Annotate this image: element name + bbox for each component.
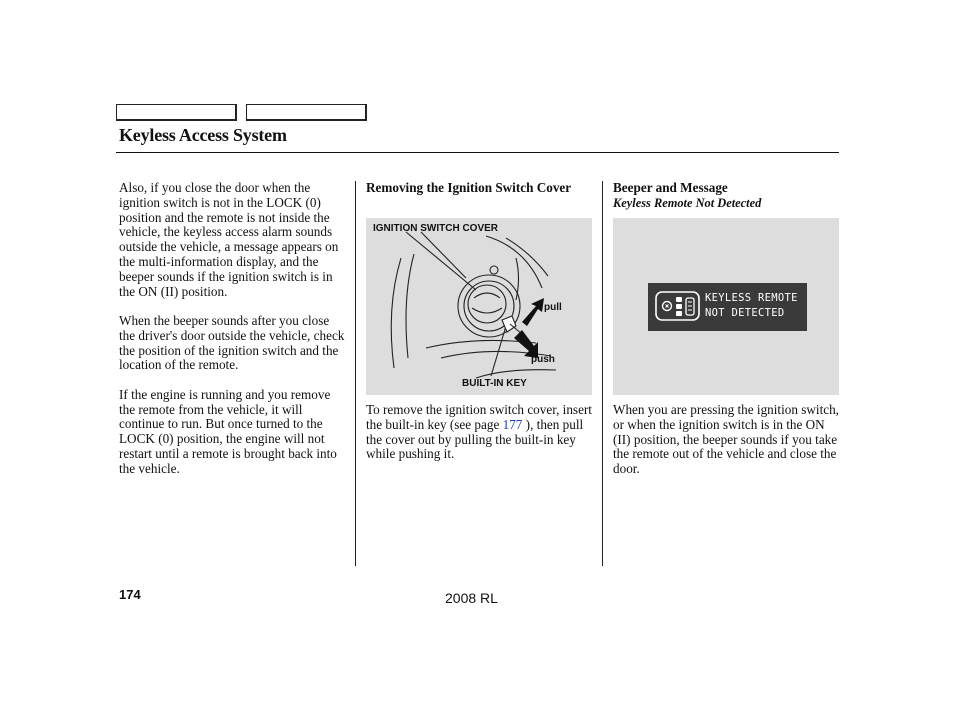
multi-information-display bbox=[648, 283, 807, 331]
column-divider-2 bbox=[602, 181, 603, 566]
paragraph: When the beeper sounds after you close the driver's door outside the vehicle, check the position of the ignition switch and the location of the remote. bbox=[119, 312, 345, 373]
display-message-illustration bbox=[613, 218, 839, 395]
title-divider bbox=[116, 152, 839, 153]
section-heading: Removing the Ignition Switch Cover bbox=[366, 180, 572, 195]
column-3-header bbox=[613, 181, 841, 211]
page-reference-link[interactable]: 177 bbox=[502, 416, 523, 432]
pull-label: pull bbox=[544, 302, 562, 313]
display-line-1: KEYLESS REMOTE bbox=[705, 292, 798, 304]
section-heading: Beeper and Message bbox=[613, 180, 728, 195]
built-in-key-label: BUILT-IN KEY bbox=[462, 378, 527, 389]
footer-model: 2008 RL bbox=[445, 590, 498, 606]
paragraph: If the engine is running and you remove the remote from the vehicle, it will continue to run. But once turned to the LOCK (0) position, the engine will not restart until a remote is brought back into the vehicle. bbox=[119, 386, 337, 476]
column-1 bbox=[119, 181, 345, 491]
page-title: Keyless Access System bbox=[119, 125, 287, 145]
instruction-text: To remove the ignition switch cover, insert the built-in key (see page bbox=[366, 402, 592, 432]
instruction-text-continued: ), then pull the cover out by pulling the built-in key while pushing it. bbox=[366, 416, 584, 462]
push-label: push bbox=[531, 354, 555, 365]
page-number: 174 bbox=[119, 587, 141, 602]
nav-next-button[interactable] bbox=[246, 104, 367, 121]
paragraph: Also, if you close the door when the ignition switch is not in the LOCK (0) position and the remote is not inside the vehicle, the keyless access alarm sounds outside the vehicle, a message appears on the multi-information display, and the beeper sounds if the ignition switch is in the ON (II) position. bbox=[119, 180, 339, 299]
keyless-remote-icon bbox=[655, 290, 703, 324]
beeper-description: When you are pressing the ignition switch, or when the ignition switch is in the ON (II) position, the beeper sounds if you take the remote out of the vehicle and close the door. bbox=[613, 402, 839, 477]
column-divider-1 bbox=[355, 181, 356, 566]
ignition-switch-illustration bbox=[366, 218, 592, 395]
section-subheading: Keyless Remote Not Detected bbox=[613, 195, 762, 210]
display-line-2: NOT DETECTED bbox=[705, 307, 785, 319]
ignition-cover-instructions bbox=[366, 403, 594, 462]
ignition-cover-label: IGNITION SWITCH COVER bbox=[373, 223, 498, 234]
column-2-header bbox=[366, 181, 594, 196]
nav-previous-button[interactable] bbox=[116, 104, 237, 121]
